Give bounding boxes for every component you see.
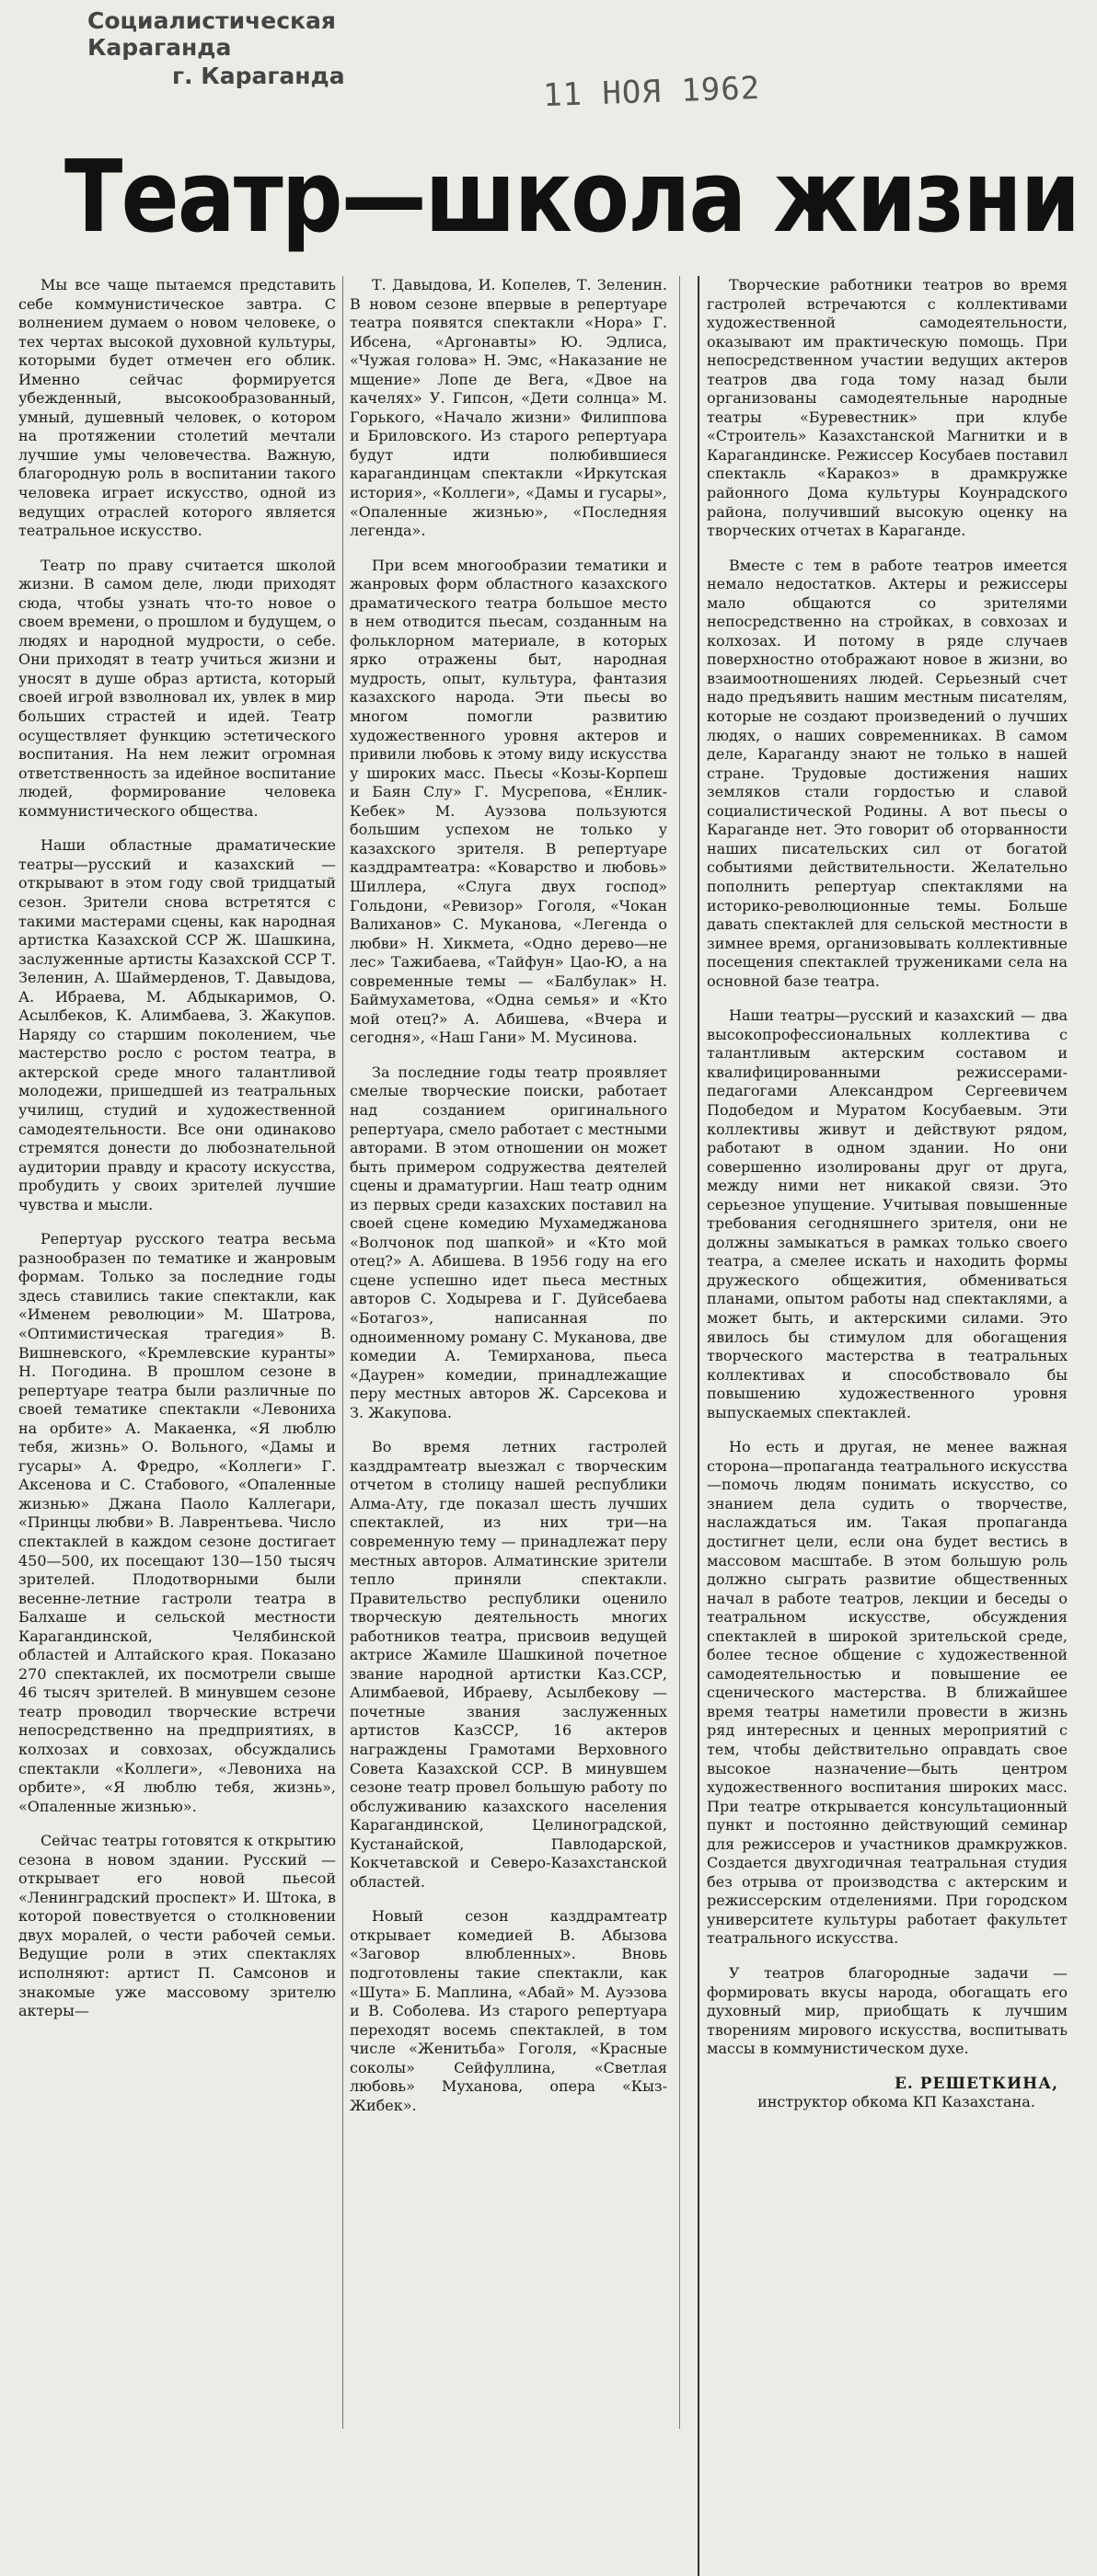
paragraph: За последние годы театр проявляет смелые творческие поиски, работает над созданием оригинального репертуара, смело работает с местными авторами. В этом отношении он может быть примером содружества деятелей сцены и драматургии. Наш театр одним из первых среди казахских поставил на своей сцене комедию Мухамеджанова «Волчонок под шапкой» и «Кто мой отец?» А. Абишева. В 1956 году на его сцене успешно идет пьеса местных авторов С. Ходырева и Г. Дуйсебаева «Ботагоз», написанная по одноименному роману С. Муканова, две комедии А. Темирханова, пьеса «Даурен» комедии, принадлежащие перу местных авторов Ж. Сарсекова и З. Жакупова. — [350, 1063, 667, 1421]
paragraph: Репертуар русского театра весьма разнообразен по тематике и жанровым формам. Только за последние годы здесь ставились такие спектакли, как «Именем революции» М. Шатрова, «Оптимистическая трагедия» В. Вишневского, «Кремлевские куранты» Н. Погодина. В прошлом сезоне в репертуаре театра были различные по своей тематике спектакли «Левониха на орбите» А. Макаенка, «Я люблю тебя, жизнь» О. Вольного, «Дамы и гусары» А. Фредро, «Коллеги» Г. Аксенова и С. Стабового, «Опаленные жизнью» Джана Паоло Каллегари, «Принцы любви» В. Лаврентьева. Число спектаклей в каждом сезоне достигает 450—500, их посещают 130—150 тысяч зрителей. Плодотворными были весенне-летние гастроли театра в Балхаше и сельской местности Карагандинской, Челябинской областей и Алтайского края. Показано 270 спектаклей, их посмотрели свыше 46 тысяч зрителей. В минувшем сезоне театр проводил творческие встречи непосредственно на предприятиях, в колхозах и совхозах, обсуждались спектакли «Коллеги», «Левониха на орбите», «Я люблю тебя, жизнь», «Опаленные жизнью». — [18, 1230, 336, 1815]
article-headline: Театр—школа жизни — [64, 140, 1080, 255]
paragraph: Наши областные драматические театры—русский и казахский — открывают в этом году свой тридцатый сезон. Зрители снова встретятся с такими мастерами сцены, как народная артистка Казахской ССР Ж. Шашкина, заслуженные артисты Казахской ССР Т. Зеленин, А. Шаймерденов, Т. Давыдова, А. Ибраева, М. Абдыкаримов, О. Асылбеков, К. Алимбаева, З. Жакупов. Наряду со старшим поколением, чье мастерство росло с ростом театра, в актерской среде много талантливой молодежи, пришедшей из театральных училищ, студий и художественной самодеятельности. Все они одинаково стремятся донести до любознательной аудитории правду и красоту искусства, пробудить у своих зрителей лучшие чувства и мысли. — [18, 836, 336, 1213]
paragraph: Вместе с тем в работе театров имеется немало недостатков. Актеры и режиссеры мало общаются со зрителями непосредственно на стройках, в совхозах и колхозах. И потому в ряде случаев поверхностно отображают новое в жизни, во взаимоотношениях людей. Серьезный счет надо предъявить нашим местным писателям, которые не создают произведений о лучших людях, о наших современниках. В самом деле, Караганду знают не только в нашей стране. Трудовые достижения наших земляков стали гордостью и славой социалистической Родины. А вот пьесы о Караганде нет. Это говорит об оторванности наших писательских сил от богатой событиями действительности. Желательно пополнить репертуар спектаклями на историко-революционные темы. Больше давать спектаклей для сельской местности в зимнее время, организовывать коллективные посещения спектаклей тружениками села на основной базе театра. — [707, 556, 1068, 990]
article-column-2 — [350, 276, 667, 2429]
paragraph: Во время летних гастролей казддрамтеатр выезжал с творческим отчетом в столицу нашей республики Алма-Ату, где показал шесть лучших спектаклей, из них три—на современную тему — принадлежат перу местных авторов. Алматинские зрители тепло приняли спектакли. Правительство республики оценило творческую деятельность многих работников театра, присвоив ведущей актрисе Жамиле Шашкиной почетное звание народной артистки Каз.ССР, Алимбаевой, Ибраеву, Асылбекову — почетные звания заслуженных артистов КазССР, 16 актеров награждены Грамотами Верховного Совета Казахской ССР. В минувшем сезоне театр провел большую работу по обслуживанию казахского населения Карагандинской, Целиноградской, Кустанайской, Павлодарской, Кокчетавской и Северо-Казахстанской областей. — [350, 1438, 667, 1891]
column-divider — [342, 276, 343, 2429]
paragraph: Но есть и другая, не менее важная сторона—пропаганда театрального искусства—помочь людям понимать искусство, со знанием дела судить о творчестве, наслаждаться им. Такая пропаганда достигнет цели, если она будет вестись в массовом масштабе. В этом большую роль должно сыграть развитие общественных начал в работе театров, лекции и беседы о театральном искусстве, обсуждения спектаклей в широкой зрительской среде, более тесное общение с художественной самодеятельностью и повышение ее сценического мастерства. В ближайшее время театры наметили провести в жизнь ряд интересных и ценных мероприятий с тем, чтобы действительно оправдать свое высокое назначение—быть центром художественного воспитания широких масс. При театре открывается консультационный пункт и постоянно действующий семинар для режиссеров и участников драмкружков. Создается двухгодичная театральная студия без отрыва от производства с актерским и режиссерским отделениями. При городском университете культуры работает факультет театрального искусства. — [707, 1438, 1068, 1948]
paragraph: У театров благородные задачи — формировать вкусы народа, обогащать его духовный мир, приобщать к лучшим творениям мирового искусства, воспитывать массы в коммунистическом духе. — [707, 1964, 1068, 2058]
clipping-edge — [698, 276, 699, 2576]
paragraph: Мы все чаще пытаемся представить себе коммунистическое завтра. С волнением думаем о новом человеке, о тех чертах высокой духовной культуры, которыми будет отмечен его облик. Именно сейчас формируется убежденный, высокообразованный, умный, душевный человек, о котором на протяжении столетий мечтали лучшие умы человечества. Важную, благородную роль в воспитании такого человека играет искусство, одной из ведущих отраслей которого является театральное искусство. — [18, 276, 336, 540]
article-column-3 — [707, 276, 1068, 2567]
paragraph: Театр по праву считается школой жизни. В самом деле, люди приходят сюда, чтобы узнать что-то новое о своем времени, о прошлом и будущем, о людях и народной мудрости, о себе. Они приходят в театр учиться жизни и уносят в душе образ артиста, который своей игрой взволновал их, увлек в мир больших страстей и идей. Театр осуществляет функцию эстетического воспитания. На нем лежит огромная ответственность за идейное воспитание людей, формирование человека коммунистического общества. — [18, 556, 336, 820]
paragraph: Сейчас театры готовятся к открытию сезона в новом здании. Русский — открывает его новой пьесой «Ленинградский проспект» И. Штока, в которой повествуется о столкновении двух моралей, о чести рабочей семьи. Ведущие роли в этих спектаклях исполняют: артист П. Самсонов и знакомые уже массовому зрителю актеры— — [18, 1832, 336, 2020]
date-stamp: 11 НОЯ 1962 — [542, 69, 761, 115]
author-name: Е. РЕШЕТКИНА, — [894, 2074, 1058, 2093]
paragraph: Наши театры—русский и казахский — два высокопрофессиональных коллектива с талантливым актерским составом и квалифицированными режиссерами-педагогами Александром Сергеевичем Подобедом и Муратом Косубаевым. Эти коллективы живут и действуют рядом, работают в одном здании. Но они совершенно изолированы друг от друга, между ними нет никакой связи. Это серьезное упущение. Учитывая повышенные требования сегодняшнего зрителя, они не должны замыкаться в рамках только своего театра, а смелее искать и находить формы дружеского общежития, обмениваться планами, опытом работы над спектаклями, а может быть, и актерскими силами. Это явилось бы стимулом для обогащения творческого мастерства в театральных коллективах и способствовало бы повышению художественного уровня выпускаемых спектаклей. — [707, 1006, 1068, 1421]
paragraph: Т. Давыдова, И. Копелев, Т. Зеленин. В новом сезоне впервые в репертуаре театра появятся спектакли «Нора» Г. Ибсена, «Аргонавты» Ю. Эдлиса, «Чужая голова» Н. Эмс, «Наказание не мщение» Лопе де Вега, «Двое на качелях» У. Гипсон, «Дети солнца» М. Горького, «Начало жизни» Филиппова и Бриловского. Из старого репертуара будут идти полюбившиеся карагандинцам спектакли «Иркутская история», «Коллеги», «Дамы и гусары», «Опаленные жизнью», «Последняя легенда». — [350, 276, 667, 540]
masthead — [87, 7, 456, 89]
article-column-1 — [18, 276, 336, 2548]
paragraph: При всем многообразии тематики и жанровых форм областного казахского драматического театра большое место в нем отводится пьесам, созданным на фольклорном материале, в которых ярко отражены быт, народная мудрость, опыт, культура, фантазия казахского народа. Эти пьесы во многом помогли развитию художественного уровня актеров и привили любовь к этому виду искусства у широких масс. Пьесы «Козы-Корпеш и Баян Слу» Г. Мусрепова, «Енлик-Кебек» М. Ауэзова пользуются большим успехом не только у казахского зрителя. В репертуаре казддрамтеатра: «Коварство и любовь» Шиллера, «Слуга двух господ» Гольдони, «Ревизор» Гоголя, «Чокан Валиханов» С. Муканова, «Легенда о любви» Н. Хикмета, «Одно дерево—не лес» Тажибаева, «Тайфун» Цао-Ю, а на современные темы — «Балбулак» Н. Баймухаметова, «Одна семья» и «Кто мой отец?» А. Абишева, «Вчера и сегодня», «Наш Гани» М. Мусинова. — [350, 556, 667, 1047]
column-divider — [679, 276, 680, 2429]
paragraph: Новый сезон казддрамтеатр открывает комедией В. Абызова «Заговор влюбленных». Вновь подготовлены такие спектакли, как «Шута» Б. Маплина, «Абай» М. Ауэзова и В. Соболева. Из старого репертуара переходят восемь спектаклей, в том числе «Женитьба» Гоголя, «Красные соколы» Сейфуллина, «Светлая любовь» Муханова, опера «Кыз-Жибек». — [350, 1907, 667, 2114]
newspaper-title: Социалистическая Караганда — [87, 7, 336, 61]
author-role: инструктор обкома КП Казахстана. — [757, 2093, 1035, 2111]
newspaper-city: г. Караганда — [172, 63, 345, 89]
author-signature — [707, 2075, 1068, 2112]
paragraph: Творческие работники театров во время гастролей встречаются с коллективами художественной самодеятельности, оказывают им практическую помощь. При непосредственном участии ведущих актеров театров два года тому назад были организованы самодеятельные народные театры «Буревестник» при клубе «Строитель» Казахстанской Магнитки и в Карагандинске. Режиссер Косубаев поставил спектакль «Каракоз» в драмкружке районного Дома культуры Коунрадского района, получивший высокую оценку на творческих отчетах в Караганде. — [707, 276, 1068, 540]
